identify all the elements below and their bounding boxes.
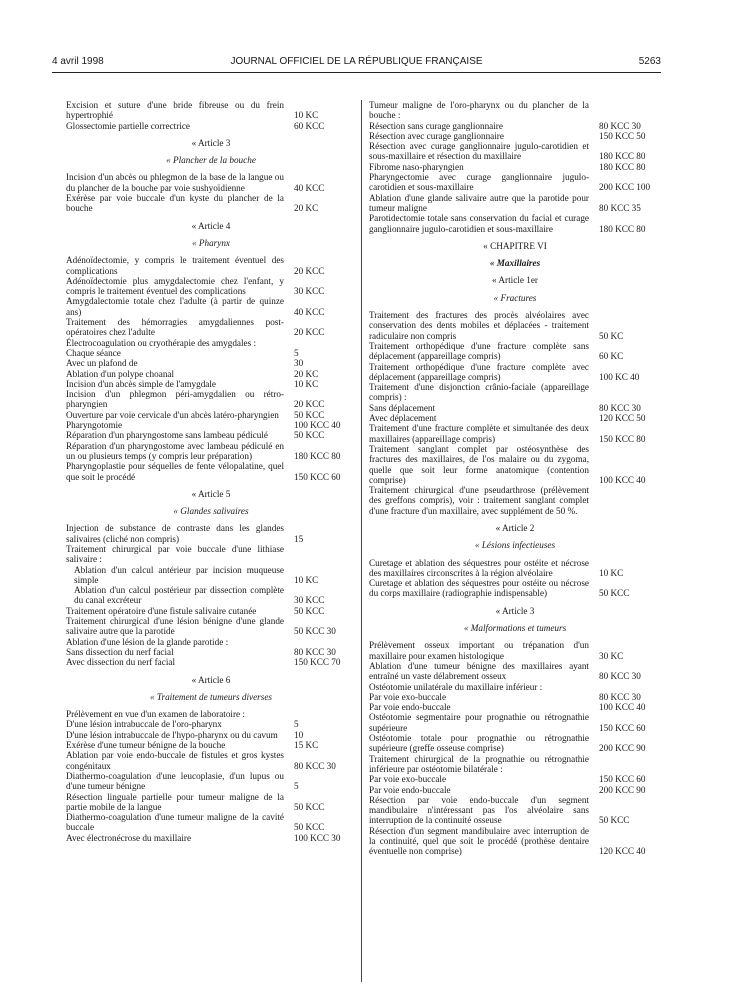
tariff-entry: [66, 317, 356, 338]
entry-value: 120 KCC 40: [599, 846, 646, 857]
tariff-entry: [66, 121, 356, 131]
section-heading: « Fractures: [493, 292, 537, 303]
tariff-entry: [66, 637, 356, 647]
entry-label: Ablation d'un polype choanal: [66, 368, 175, 379]
entry-label: Traitement d'une fracture complète et simultanée des deux maxillaires (appareillage compris): [369, 423, 589, 444]
entry-label: Traitement chirurgical par voie buccale d'une lithiase salivaire :: [66, 543, 284, 565]
tariff-entry: [66, 430, 356, 440]
tariff-entry: [66, 296, 356, 317]
article-heading: « Article 3: [191, 137, 231, 148]
entry-value: 150 KCC 70: [294, 657, 341, 668]
tariff-entry: [66, 606, 356, 616]
tariff-entry: [66, 740, 356, 750]
tariff-entry: [369, 213, 661, 234]
entry-label: D'une lésion intrabuccale de l'oro-pharynx: [66, 719, 222, 730]
entry-label: Avec un plafond de: [66, 358, 138, 369]
entry-label: Sans dissection du nerf facial: [66, 646, 174, 657]
entry-value: 100 KCC 40: [599, 702, 646, 713]
entry-label: Ostéotomie unilatérale du maxillaire inférieur :: [369, 681, 543, 692]
entry-value: 60 KCC: [294, 120, 325, 131]
tariff-entry: [369, 578, 661, 599]
tariff-entry: [66, 461, 356, 482]
tariff-entry: [369, 485, 661, 516]
tariff-entry: [369, 172, 661, 193]
entry-label: Excision et suture d'une bride fibreuse ou du frein hypertrophié: [66, 100, 284, 121]
entry-label: Résection avec curage ganglionnaire jugulo-carotidien et sous-maxillaire et résection du maxillaire: [369, 141, 589, 162]
tariff-entry: [66, 379, 356, 389]
entry-label: Diathermo-coagulation d'une leucoplasie, d'un lupus ou d'une tumeur bénigne: [66, 770, 284, 792]
column-separator: [361, 100, 362, 982]
entry-label: Curetage et ablation des séquestres pour ostéite ou nécrose du corps maxillaire (radiographie indispensable): [369, 578, 589, 599]
entry-label: Incision d'un abcès ou phlegmon de la base de la langue ou du plancher de la bouche par voie sushyoïdienne: [66, 172, 284, 193]
entry-value: 50 KCC: [294, 430, 325, 441]
entry-label: Pharyngotomie: [66, 420, 123, 431]
entry-value: 80 KCC 30: [294, 760, 336, 771]
tariff-entry: [66, 441, 356, 462]
article-heading: « Article 6: [191, 674, 231, 685]
entry-value: 180 KCC 80: [599, 151, 646, 162]
entry-label: Traitement chirurgical de la prognathie ou rétrognathie inférieure par ostéotomie bilatérale :: [369, 753, 589, 774]
entry-label: Adénoïdectomie, y compris le traitement éventuel des complications: [66, 255, 284, 276]
entry-value: 100 KC 40: [599, 371, 640, 382]
entry-value: 10 KC: [294, 574, 319, 585]
entry-value: 100 KCC 30: [294, 832, 341, 843]
tariff-entry: [66, 544, 356, 565]
tariff-entry: [66, 358, 356, 368]
entry-label: Traitement chirurgical d'une lésion bénigne d'une glande salivaire autre que la parotide: [66, 616, 284, 637]
tariff-entry: [66, 792, 356, 813]
tariff-entry: [369, 702, 661, 712]
entry-value: 30: [294, 358, 304, 369]
tariff-entry: [369, 100, 661, 121]
tariff-entry: [66, 338, 356, 348]
tariff-entry: [369, 382, 661, 403]
entry-label: Traitement chirurgical d'une pseudarthrose (prélèvement des greffons compris), voir : traitement sanglant complet d'une fracture d'un maxillaire, avec supplément de 50 %.: [369, 485, 589, 516]
entry-label: Traitement sanglant complet par ostéosynthèse des fractures des maxillaires, de l'os malaire ou du zygoma, quelle que soit leur forme anatomique (contention comprise): [369, 443, 589, 485]
entry-label: Avec déplacement: [369, 413, 437, 424]
entry-label: Fibrome naso-pharyngien: [369, 161, 464, 172]
header-date: 4 avril 1998: [52, 56, 104, 67]
tariff-entry: [369, 733, 661, 754]
tariff-entry: [66, 523, 356, 544]
entry-label: Chaque séance: [66, 347, 121, 358]
entry-label: Résection par voie endo-buccale d'un segment mandibulaire n'intéressant pas l'os alvéolaire sans interruption de la continuité osseuse: [369, 794, 589, 826]
tariff-entry: [66, 750, 356, 771]
entry-label: Injection de substance de contraste dans les glandes salivaires (cliché non compris): [66, 523, 284, 544]
entry-label: Incision d'un abcès simple de l'amygdale: [66, 378, 217, 389]
article-heading: « Article 3: [495, 605, 535, 616]
entry-label: Pharyngectomie avec curage ganglionnaire jugulo-carotidien et sous-maxillaire: [369, 172, 589, 193]
section-heading: « Malformations et tumeurs: [463, 623, 567, 634]
entry-value: 50 KCC: [294, 605, 325, 616]
entry-label: Amygdalectomie totale chez l'adulte (à partir de quinze ans): [66, 296, 284, 317]
entry-label: Traitement orthopédique d'une fracture complète sans déplacement (appareillage compris): [369, 340, 589, 362]
section-heading: « Plancher de la bouche: [166, 155, 256, 166]
entry-value: 20 KCC: [294, 265, 325, 276]
entry-label: Exérèse d'une tumeur bénigne de la bouche: [66, 740, 226, 751]
header-rule: [52, 72, 661, 73]
tariff-entry: [369, 362, 661, 383]
section-heading: « Pharynx: [191, 237, 230, 248]
tariff-entry: [369, 558, 661, 579]
article-heading: « Article 1er: [492, 275, 538, 286]
entry-label: Ostéotomie totale pour prognathie ou rétrognathie supérieure (greffe osseuse comprise): [369, 733, 589, 754]
entry-label: Prélèvement osseux important ou trépanation d'un maxillaire pour examen histologique: [369, 640, 589, 661]
tariff-entry: [369, 826, 661, 857]
entry-label: Ablation d'une lésion de la glande parotide :: [66, 636, 229, 647]
entry-value: 50 KC: [599, 330, 624, 341]
entry-value: 50 KCC: [599, 588, 630, 599]
entry-label: Traitement opératoire d'une fistule salivaire cutanée: [66, 605, 257, 616]
entry-value: 80 KCC 30: [599, 120, 641, 131]
entry-label: Tumeur maligne de l'oro-pharynx ou du plancher de la bouche :: [369, 100, 589, 121]
entry-value: 10 KC: [599, 567, 624, 578]
tariff-entry: [369, 341, 661, 362]
entry-value: 20 KC: [294, 203, 319, 214]
entry-value: 100 KCC 40: [294, 420, 341, 431]
entry-value: 100 KCC 40: [599, 474, 646, 485]
section-heading: « Traitement de tumeurs diverses: [150, 691, 272, 702]
entry-label: Parotidectomie totale sans conservation du facial et curage ganglionnaire jugulo-carotidien et sous-maxillaire: [369, 213, 589, 234]
entry-value: 40 KCC: [294, 306, 325, 317]
tariff-entry: [369, 661, 661, 682]
entry-value: 50 KCC: [294, 822, 325, 833]
entry-label: Réparation d'un pharyngostome avec lambeau pédiculé en un ou plusieurs temps (y compris leur préparation): [66, 440, 284, 461]
article-heading: « CHAPITRE VI: [483, 240, 547, 251]
entry-value: 180 KCC 80: [294, 450, 341, 461]
tariff-entry: [369, 785, 661, 795]
tariff-entry: [369, 640, 661, 661]
tariff-entry: [66, 100, 356, 121]
tariff-entry: [66, 709, 356, 719]
entry-value: 150 KCC 80: [599, 433, 646, 444]
entry-label: Par voie exo-buccale: [369, 691, 447, 702]
tariff-entry: [369, 795, 661, 826]
right-column: [369, 100, 661, 857]
entry-label: Glossectomie partielle correctrice: [66, 120, 190, 131]
entry-label: Électrocoagulation ou cryothérapie des amygdales :: [66, 337, 257, 348]
entry-value: 60 KC: [599, 351, 624, 362]
entry-label: Traitement d'une disjonction crânio-faciale (appareillage compris) :: [369, 382, 589, 403]
entry-value: 30 KCC: [294, 286, 325, 297]
tariff-entry: [369, 121, 661, 131]
tariff-entry: [369, 131, 661, 141]
tariff-entry: [66, 719, 356, 729]
entry-value: 180 KCC 80: [599, 161, 646, 172]
tariff-entry: [66, 389, 356, 410]
tariff-entry: [369, 423, 661, 444]
tariff-entry: [369, 403, 661, 413]
tariff-entry: [369, 193, 661, 214]
tariff-entry: [66, 369, 356, 379]
entry-label: Résection avec curage ganglionnaire: [369, 130, 504, 141]
entry-value: 20 KC: [294, 368, 319, 379]
section-heading: « Glandes salivaires: [173, 506, 249, 517]
entry-value: 30 KC: [599, 650, 624, 661]
entry-label: Avec électronécrose du maxillaire: [66, 832, 192, 843]
entry-value: 15: [294, 533, 304, 544]
entry-label: Ablation par voie endo-buccale de fistules et gros kystes congénitaux: [66, 750, 284, 771]
entry-value: 30 KCC: [294, 595, 325, 606]
tariff-entry: [369, 774, 661, 784]
tariff-entry: [369, 413, 661, 423]
entry-value: 200 KCC 90: [599, 784, 646, 795]
entry-value: 120 KCC 50: [599, 413, 646, 424]
article-heading: « Article 5: [191, 488, 231, 499]
entry-value: 10 KC: [294, 378, 319, 389]
header-journal-title: JOURNAL OFFICIEL DE LA RÉPUBLIQUE FRANÇAISE: [230, 56, 483, 67]
entry-label: Ablation d'une glande salivaire autre que la parotide pour tumeur maligne: [369, 192, 589, 213]
entry-value: 80 KCC 30: [599, 402, 641, 413]
entry-label: Exérèse par voie buccale d'un kyste du plancher de la bouche: [66, 193, 284, 214]
entry-label: Ouverture par voie cervicale d'un abcès latéro-pharyngien: [66, 409, 279, 420]
tariff-entry: [369, 682, 661, 692]
tariff-entry: [66, 730, 356, 740]
entry-label: Ablation d'un calcul postérieur par dissection complète du canal excréteur: [74, 585, 284, 606]
entry-value: 5: [294, 781, 299, 792]
entry-value: 20 KCC: [294, 327, 325, 338]
tariff-entry: [66, 255, 356, 276]
tariff-entry: [66, 616, 356, 637]
entry-value: 10: [294, 729, 304, 740]
entry-value: 80 KCC 30: [599, 671, 641, 682]
tariff-entry: [369, 692, 661, 702]
entry-label: Traitement des fractures des procès alvéolaires avec conservation des dents mobiles et déplacées - traitement radiculaire non compris: [369, 310, 589, 341]
entry-value: 10 KC: [294, 110, 319, 121]
entry-value: 40 KCC: [294, 182, 325, 193]
entry-label: Ablation d'un calcul antérieur par incision muqueuse simple: [74, 564, 284, 585]
entry-value: 80 KCC 30: [294, 646, 336, 657]
entry-label: Par voie exo-buccale: [369, 774, 447, 785]
tariff-entry: [369, 141, 661, 162]
entry-value: 50 KCC: [599, 815, 630, 826]
entry-value: 180 KCC 80: [599, 223, 646, 234]
tariff-entry: [369, 444, 661, 485]
entry-value: 150 KCC 60: [599, 774, 646, 785]
tariff-entry: [369, 754, 661, 775]
entry-label: Par voie endo-buccale: [369, 702, 451, 713]
tariff-entry: [66, 172, 356, 193]
tariff-entry: [66, 812, 356, 833]
entry-label: Traitement orthopédique d'une fracture complète avec déplacement (appareillage compris): [369, 361, 589, 382]
tariff-entry: [66, 565, 356, 586]
tariff-entry: [66, 193, 356, 214]
entry-value: 150 KCC 60: [599, 722, 646, 733]
left-column: [66, 100, 356, 843]
article-heading: « Article 4: [191, 220, 231, 231]
tariff-entry: [369, 162, 661, 172]
tariff-entry: [66, 657, 356, 667]
entry-label: Incision d'un phlegmon péri-amygdalien ou rétro-pharyngien: [66, 389, 284, 410]
entry-label: Résection d'un segment mandibulaire avec interruption de la continuité, quel que soit le procédé (prothèse dentaire éventuelle non comprise): [369, 825, 589, 857]
header-page-number: 5263: [638, 56, 661, 67]
tariff-entry: [369, 712, 661, 733]
entry-value: 150 KCC 60: [294, 471, 341, 482]
entry-label: Pharyngoplastie pour séquelles de fente vélopalatine, quel que soit le procédé: [66, 461, 284, 482]
entry-value: 5: [294, 347, 299, 358]
entry-value: 80 KCC 30: [599, 691, 641, 702]
tariff-entry: [66, 647, 356, 657]
entry-label: Adénoïdectomie plus amygdalectomie chez l'enfant, y compris le traitement éventuel des complications: [66, 275, 284, 297]
entry-value: 200 KCC 100: [599, 182, 651, 193]
tariff-entry: [66, 420, 356, 430]
tariff-entry: [66, 276, 356, 297]
entry-label: Résection linguale partielle pour tumeur maligne de la partie mobile de la langue: [66, 791, 284, 812]
entry-value: 80 KCC 35: [599, 202, 641, 213]
section-heading: « Lésions infectieuses: [474, 540, 556, 551]
entry-value: 50 KCC: [294, 409, 325, 420]
tariff-entry: [369, 310, 661, 341]
entry-label: Ostéotomie segmentaire pour prognathie ou rétrognathie supérieure: [369, 712, 589, 733]
entry-value: 200 KCC 90: [599, 743, 646, 754]
entry-label: Sans déplacement: [369, 402, 436, 413]
entry-label: Diathermo-coagulation d'une tumeur maligne de la cavité buccale: [66, 812, 284, 833]
page-header: [52, 56, 661, 70]
entry-label: D'une lésion intrabuccale de l'hypo-pharynx ou du cavum: [66, 729, 278, 740]
tariff-entry: [66, 410, 356, 420]
entry-label: Prélèvement en vue d'un examen de laboratoire :: [66, 709, 245, 720]
entry-label: Résection sans curage ganglionnaire: [369, 120, 503, 131]
entry-value: 20 KCC: [294, 399, 325, 410]
entry-label: Réparation d'un pharyngostome sans lambeau pédiculé: [66, 430, 268, 441]
entry-label: Avec dissection du nerf facial: [66, 657, 176, 668]
section-heading: « Maxillaires: [489, 258, 541, 269]
tariff-entry: [66, 833, 356, 843]
entry-value: 50 KCC: [294, 801, 325, 812]
entry-value: 15 KC: [294, 740, 319, 751]
entry-value: 150 KCC 50: [599, 130, 646, 141]
tariff-entry: [66, 585, 356, 606]
article-heading: « Article 2: [495, 522, 535, 533]
entry-label: Par voie endo-buccale: [369, 784, 451, 795]
entry-value: 5: [294, 719, 299, 730]
tariff-entry: [66, 348, 356, 358]
entry-label: Curetage et ablation des séquestres pour ostéite et nécrose des maxillaires circonscrites à la région alvéolaire: [369, 557, 589, 578]
entry-label: Traitement des hémorragies amygdaliennes post-opératoires chez l'adulte: [66, 317, 284, 338]
entry-label: Ablation d'une tumeur bénigne des maxillaires ayant entraîné un vaste délabrement osseux: [369, 660, 589, 682]
entry-value: 50 KCC 30: [294, 626, 336, 637]
tariff-entry: [66, 771, 356, 792]
